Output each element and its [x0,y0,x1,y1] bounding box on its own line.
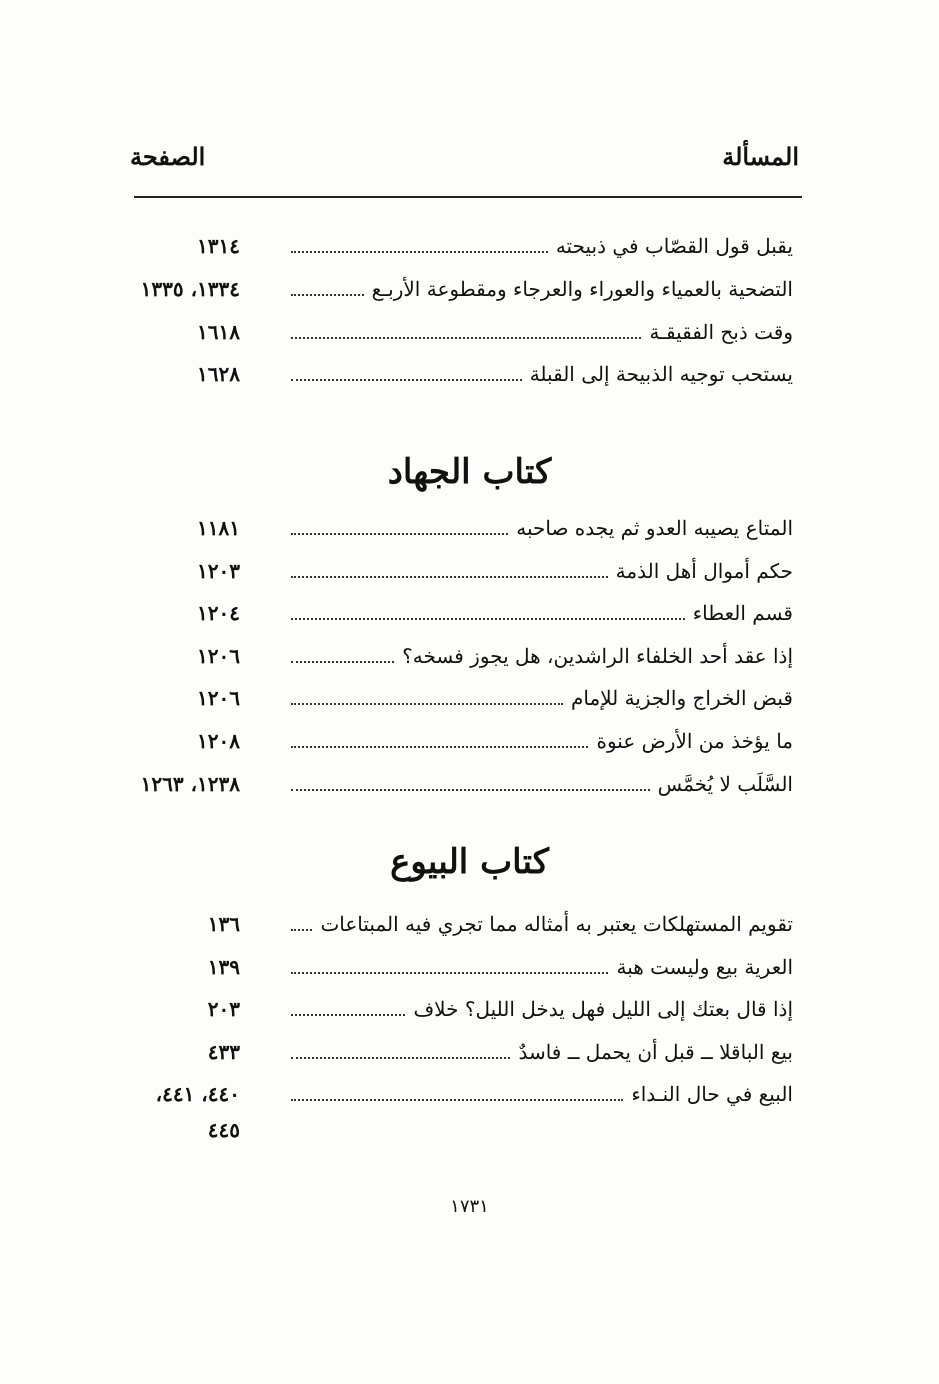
entry-topic: تقويم المستهلكات يعتبر به أمثاله مما تجري فيه المبتاعات [320,912,793,936]
entry-line [283,516,793,540]
entry-topic: البيع في حال النـداء [631,1082,793,1106]
entry-pages: ٤٣٣ [207,1040,240,1064]
entry-topic: حكم أموال أهل الذمة [615,559,793,583]
entry-topic: قبض الخراج والجزية للإمام [571,686,793,710]
entry-line [283,277,793,301]
entry-topic: السَّلَب لا يُخمَّس [657,772,793,796]
entry-topic: قسم العطاء [692,601,793,625]
index-entry [0,559,939,599]
header-rule [134,196,802,198]
entry-pages: ١٢٠٤ [197,601,240,625]
entry-pages: ١٦٢٨ [197,362,240,386]
entry-pages: ١٣٦ [207,912,240,936]
entry-pages: ١٣٩ [207,955,240,979]
entry-line [283,362,793,386]
entry-pages: ١٢٠٦ [197,686,240,710]
dot-leader [291,323,641,339]
index-entry [0,1040,939,1080]
dot-leader [291,1000,405,1016]
dot-leader [291,237,548,253]
dot-leader [291,280,364,296]
entry-topic: المتاع يصيبه العدو ثم يجده صاحبه [516,516,793,540]
dot-leader [291,775,650,791]
entry-pages: ١٣١٤ [197,234,240,258]
entry-topic: يستحب توجيه الذبيحة إلى القبلة [529,362,793,386]
entry-line [283,772,793,796]
column-header-page: الصفحة [130,142,206,171]
entry-line [283,1082,793,1106]
dot-leader [291,365,522,381]
entry-line [283,997,793,1021]
index-entry [0,997,939,1037]
page-number: ١٧٣١ [450,1196,489,1217]
entry-pages: ١١٨١ [197,516,240,540]
entry-topic: إذا عقد أحد الخلفاء الراشدين، هل يجوز فسخه؟ [402,644,793,668]
entry-pages: ٤٤٠، ٤٤١، [155,1082,240,1106]
dot-leader [291,604,685,620]
entry-line [283,955,793,979]
index-entry [0,772,939,812]
section-title: كتاب البيوع [390,842,549,882]
column-header-topic: المسألة [722,142,799,171]
dot-leader [291,647,394,663]
index-entry [0,686,939,726]
entry-line [283,644,793,668]
index-entry [0,362,939,402]
dot-leader [291,1043,510,1059]
entry-topic: يقبل قول القصّاب في ذبيحته [555,234,793,258]
entry-pages: ١٢٠٦ [197,644,240,668]
dot-leader [291,915,312,931]
index-entry [0,601,939,641]
entry-pages: ١٢٠٣ [197,559,240,583]
index-entry [0,955,939,995]
index-entry [0,320,939,360]
entry-line [283,320,793,344]
entry-topic: العرية بيع وليست هبة [616,955,793,979]
index-entry [0,644,939,684]
dot-leader [291,519,508,535]
index-entry [0,277,939,317]
entry-line [283,234,793,258]
entry-topic: ما يؤخذ من الأرض عنوة [596,729,793,753]
entry-topic: إذا قال بعتك إلى الليل فهل يدخل الليل؟ خلاف [413,997,793,1021]
entry-topic: وقت ذبح الفقيقـة [649,320,793,344]
entry-line [283,686,793,710]
dot-leader [291,732,588,748]
entry-pages: ١٦١٨ [197,320,240,344]
entry-line [283,601,793,625]
entry-topic: بيع الباقلا ــ قبل أن يحمل ــ فاسدٌ [518,1040,793,1064]
dot-leader [291,958,608,974]
entry-line [283,912,793,936]
entry-line [283,559,793,583]
entry-pages-continued: ٤٤٥ [207,1118,240,1142]
index-entry [0,912,939,952]
dot-leader [291,689,563,705]
dot-leader [291,562,608,578]
index-entry [0,729,939,769]
section-title: كتاب الجهاد [387,452,552,492]
entry-pages: ١٣٣٤، ١٣٣٥ [140,277,240,301]
dot-leader [291,1085,623,1101]
entry-line [283,729,793,753]
index-entry [0,1082,939,1142]
entry-pages: ٢٠٣ [207,997,240,1021]
entry-pages: ١٢٣٨، ١٢٦٣ [140,772,240,796]
entry-line [283,1040,793,1064]
entry-pages: ١٢٠٨ [197,729,240,753]
index-entry [0,234,939,274]
entry-topic: التضحية بالعمياء والعوراء والعرجاء ومقطوعة الأربـع [371,277,793,301]
index-entry [0,516,939,556]
